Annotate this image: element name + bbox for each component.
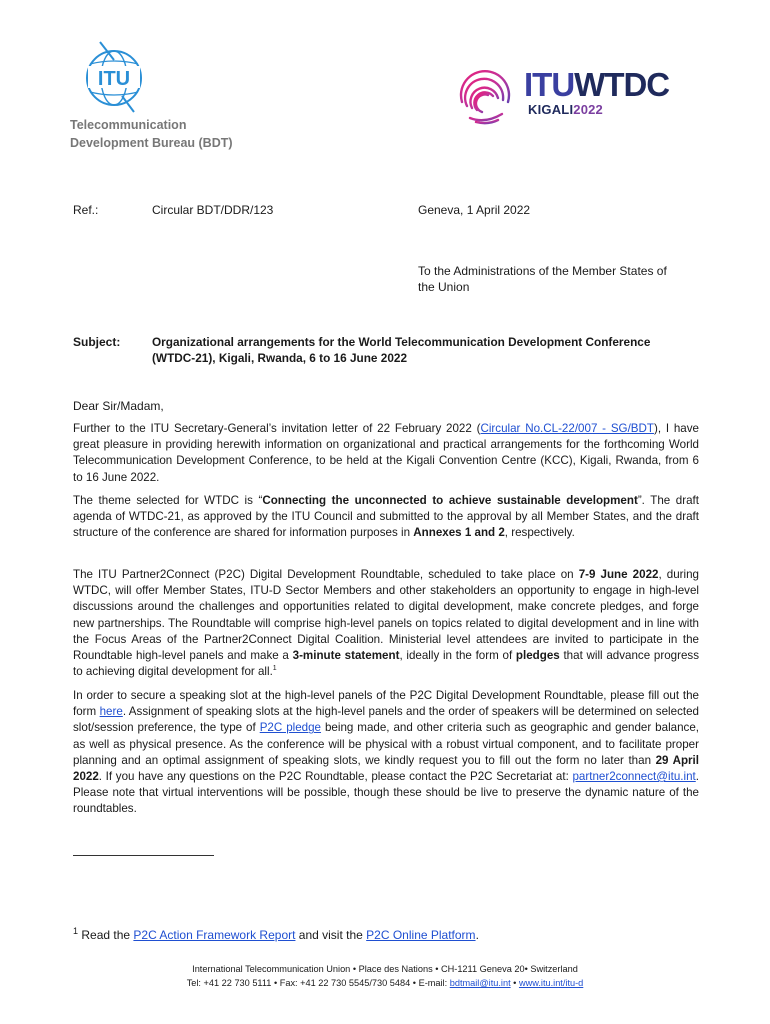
wtdc-wordmark: ITUWTDC [524,66,670,103]
recipient [418,263,708,295]
wtdc-kigali-logo [452,62,702,128]
letter-date: Geneva, 1 April 2022 [418,203,531,217]
recipient-line-2: the Union [418,280,470,294]
footer-address: International Telecommunication Union • Place des Nations • CH-1211 Geneva 20• Switzerland [192,964,578,974]
bureau-name [70,116,233,152]
itu-logo [74,38,154,118]
paragraph-1: Further to the ITU Secretary-General’s invitation letter of 22 February 2022 (Circular No.CL-22/007 - SG/BDT), I have great pleasure in providing herewith information on organizational and practical arrangements for the forthcoming World Telecommunication Development Conference, to be held at the Kigali Convention Centre (KCC), Kigali, Rwanda, from 6 to 16 June 2022. [73,422,699,484]
p2c-pledge-link[interactable]: P2C pledge [259,721,322,735]
paragraph-4: In order to secure a speaking slot at the high-level panels of the P2C Digital Development Roundtable, please fill out the form here. Assignment of speaking slots at the high-level panels and the order of speakers will be determined on selected slot/session preference, the type of P2C pledge being made, and other criteria such as geographic and gender balance, as well as physical presence. As the conference will be physical with a robust virtual component, and to facilitate proper planning and an optimal assignment of speaking slots, we kindly request you to fill out the form no later than 29 April 2022. If you have any questions on the P2C Roundtable, please contact the P2C Secretariat at: partner2connect@itu.int. Please note that virtual interventions will be possible, though these should be live to preserve the dynamic nature of the roundtables. [73,689,700,816]
recipient-line-1: To the Administrations of the Member States of [418,264,667,278]
p2c-email-link[interactable]: partner2connect@itu.int [572,770,696,784]
footnote: $^1$ Read the P2C Action Framework Report and visit the P2C Online Platform. [73,926,479,942]
footer-email-link[interactable]: bdtmail@itu.int [449,978,511,988]
paragraph-3: The ITU Partner2Connect (P2C) Digital Development Roundtable, scheduled to take place on 7-9 June 2022, during WTDC, will offer Member States, ITU-D Sector Members and other stakeholders an opportunity to engage in high-level discussions around the challenges and opportunities related to digital development, make concrete pledges, and forge new partnerships. The Roundtable will comprise high-level panels on topics related to digital development and in line with the Focus Areas of the Partner2Connect Digital Coalition. Ministerial level attendees are invited to participate in the Roundtable high-level panels and make a 3-minute statement, ideally in the form of pledges that will advance progress to achieving digital development for all.$^1$ [73,568,700,679]
salutation: Dear Sir/Madam, [73,399,164,413]
ref-label: Ref.: [73,203,99,217]
itu-logo-text: ITU [97,68,131,90]
subject-line-1: Organizational arrangements for the World Telecommunication Development Conference [152,335,651,349]
kigali-2022-mark: KIGALI2022 [528,102,603,117]
fingerprint-icon [452,62,518,128]
subject-text [152,334,697,366]
footnote-separator [73,855,214,856]
subject-line-2: (WTDC-21), Kigali, Rwanda, 6 to 16 June 2022 [152,351,408,365]
conference-theme: Connecting the unconnected to achieve sustainable development [262,494,638,507]
footnote-ref: 1 [272,665,277,673]
subject-label: Subject: [73,335,121,349]
annexes-reference: Annexes 1 and 2 [413,526,505,540]
bureau-line-2: Development Bureau (BDT) [70,136,233,150]
action-framework-link[interactable]: P2C Action Framework Report [133,928,296,942]
ref-value: Circular BDT/DDR/123 [152,203,274,217]
form-here-link[interactable]: here [99,705,123,719]
bureau-line-1: Telecommunication [70,118,187,132]
footer-website-link[interactable]: www.itu.int/itu-d [518,978,584,988]
paragraph-2: The theme selected for WTDC is “Connecting the unconnected to achieve sustainable development”. The draft agenda of WTDC-21, as approved by the ITU Council and submitted to the approval by all Member States, and the draft structure of the conference are shared for information purposes in Annexes 1 and 2, respectively. [73,494,699,540]
online-platform-link[interactable]: P2C Online Platform [366,928,476,942]
circular-link[interactable]: Circular No.CL-22/007 - SG/BDT [480,422,654,435]
footer-contact: Tel: +41 22 730 5111 • Fax: +41 22 730 5545/730 5484 • E-mail: bdtmail@itu.int • www.itu.int/itu-d [186,978,584,988]
